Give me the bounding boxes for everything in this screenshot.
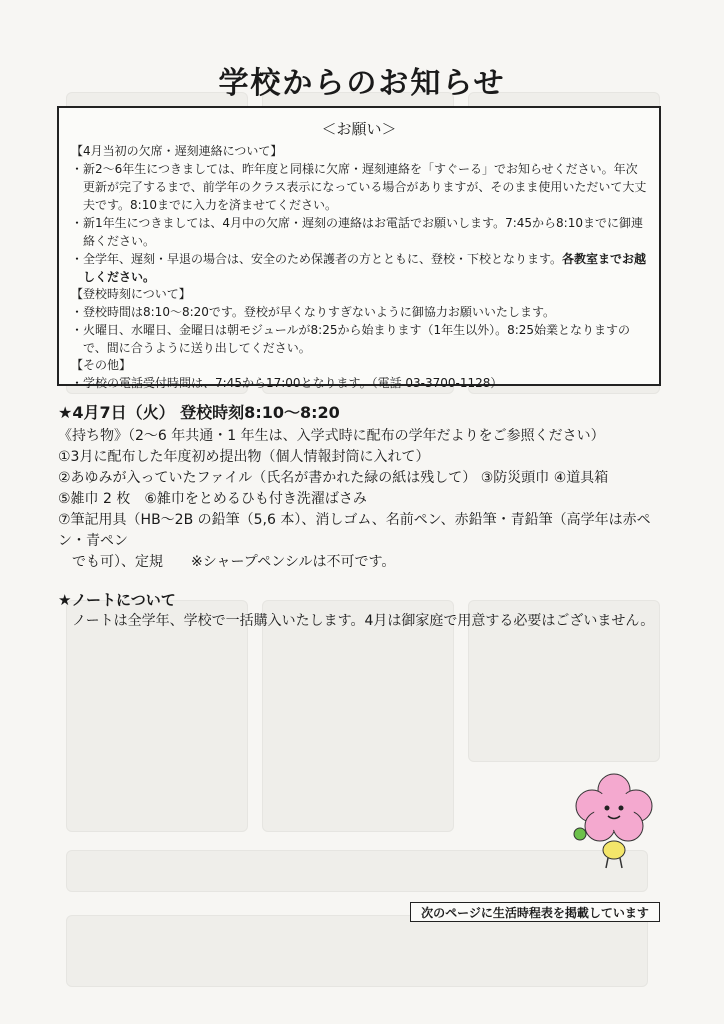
- flower-petals: [576, 774, 652, 841]
- note-heading: ★ノートについて: [58, 591, 176, 609]
- section-heading: 【登校時刻について】: [71, 287, 191, 301]
- text-line: ⑤雑巾 2 枚 ⑥雑巾をとめるひも付き洗濯ばさみ: [58, 491, 367, 507]
- request-box: [57, 106, 661, 390]
- background-ghost-panel: [66, 850, 648, 892]
- flower-mascot-icon: [568, 770, 660, 870]
- list-item: [71, 250, 647, 286]
- background-ghost-panel: [66, 600, 248, 832]
- page-title: 学校からのお知らせ: [218, 66, 506, 101]
- background-ghost-panel: [262, 600, 454, 832]
- list-item: ・学校の電話受付時間は、7:45から17:00となります。（電話 03-3700-1128）: [71, 376, 503, 390]
- text-line: ②あゆみが入っていたファイル（氏名が書かれた緑の紙は残して） ③防災頭巾 ④道具箱: [58, 470, 609, 486]
- list-item: ・新1年生につきましては、4月中の欠席・遅刻の連絡はお電話でお願いします。7:45から8:10までに御連絡ください。: [71, 216, 643, 248]
- section-heading: 【その他】: [71, 358, 132, 372]
- text-line: ⑦筆記用具（HB～2B の鉛筆（5,6 本）、消しゴム、名前ペン、赤鉛筆・青鉛筆（高学年は赤ペン・青ペン: [58, 512, 651, 549]
- next-page-notice: 次のページに生活時程表を掲載しています: [410, 902, 660, 922]
- date-heading: ★4月7日（火） 登校時刻8:10～8:20: [58, 403, 340, 422]
- list-item: ・火曜日、水曜日、金曜日は朝モジュールが8:25から始まります（1年生以外）。8:25始業となりますので、間に合うように送り出してください。: [71, 323, 631, 355]
- list-item: ・新2～6年生につきましては、昨年度と同様に欠席・遅刻連絡を「すぐーる」でお知らせください。年次更新が完了するまで、前学年のクラス表示になっている場合がありますが、そのまま使用いただいて大丈夫です。8:10までに入力を済ませてください。: [71, 162, 647, 212]
- text-line: ①3月に配布した年度初め提出物（個人情報封筒に入れて）: [58, 449, 430, 465]
- list-item: ・登校時間は8:10～8:20です。登校が早くなりすぎないように御協力お願いいたします。: [71, 305, 555, 319]
- main-content: [58, 400, 668, 632]
- text-line: でも可）、定規 ※シャープペンシルは不可です。: [58, 554, 396, 570]
- section-heading: 【4月当初の欠席・遅刻連絡について】: [71, 144, 283, 158]
- request-box-title: ＜お願い＞: [321, 120, 397, 138]
- note-text: ノートは全学年、学校で一括購入いたします。4月は御家庭で用意する必要はございません。: [72, 613, 655, 629]
- list-item-text: ・全学年、遅刻・早退の場合は、安全のため保護者の方とともに、登校・下校となります。: [71, 252, 563, 266]
- list-item-emphasis: 各教室までお越しください。: [83, 252, 647, 284]
- text-line: 《持ち物》（2～6 年共通・1 年生は、入学式時に配布の学年だよりをご参照ください）: [58, 428, 605, 444]
- background-ghost-panel: [66, 915, 648, 987]
